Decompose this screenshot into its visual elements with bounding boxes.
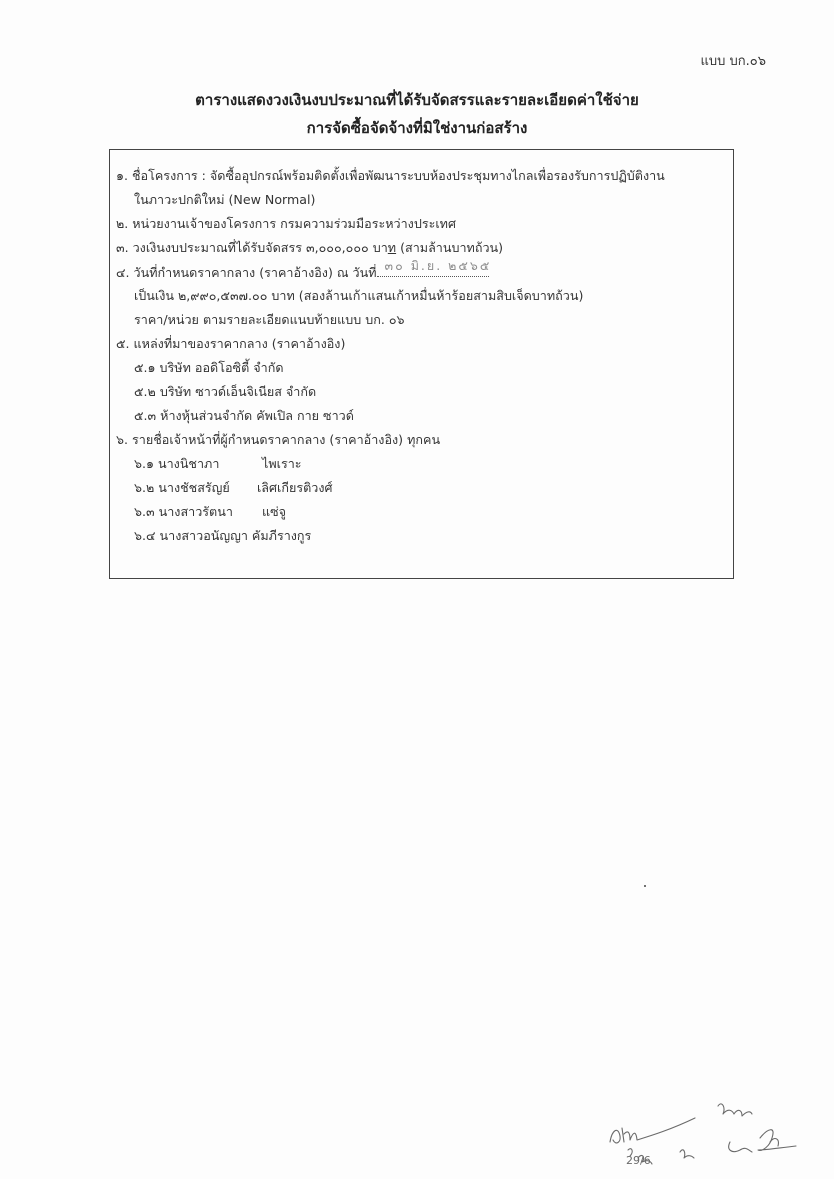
form-code: แบบ บก.๐๖ <box>700 54 766 69</box>
source-2: ๕.๒ บริษัท ซาวด์เอ็นจิเนียส จำกัด <box>134 384 317 399</box>
title-line-1: ตารางแสดงวงเงินงบประมาณที่ได้รับจัดสรรและรายละเอียดค่าใช้จ่าย <box>195 91 639 109</box>
staff-4 <box>134 526 311 546</box>
document-title <box>0 86 834 142</box>
stamped-date: ๓๐ มิ.ย. ๒๕๖๕ <box>384 258 492 273</box>
item-3-text: ๓. วงเงินงบประมาณที่ได้รับจัดสรร ๓,๐๐๐,๐๐๐ บา <box>116 240 388 255</box>
item-5-sources: ๕. แหล่งที่มาของราคากลาง (ราคาอ้างอิง) <box>116 336 346 351</box>
staff-4-name: ๖.๔ นางสาวอนัญญา <box>134 528 248 543</box>
staff-4-surname: คัมภีรางกูร <box>251 528 312 543</box>
item-4-amount: เป็นเงิน ๒,๙๙๐,๕๓๗.๐๐ บาท (สองล้านเก้าแสนเก้าหมื่นห้าร้อยสามสิบเจ็ดบาทถ้วน) <box>134 288 584 303</box>
item-2-owner: ๒. หน่วยงานเจ้าของโครงการ กรมความร่วมมือระหว่างประเทศ <box>116 216 456 231</box>
staff-1-name: ๖.๑ นางนิชาภา <box>134 456 220 471</box>
staff-3-surname: แซ่จู <box>262 504 287 519</box>
item-3-budget <box>116 238 503 258</box>
item-4-unit-price: ราคา/หน่วย ตามรายละเอียดแนบท้ายแบบ บก. ๐๖ <box>134 312 405 327</box>
item-3-underline: ท <box>387 240 397 255</box>
item-1-project-name: ๑. ชื่อโครงการ : จัดซื้ออุปกรณ์พร้อมติดตั้งเพื่อพัฒนาระบบห้องประชุมทางไกลเพื่อรองรับการปฏิบัติงาน <box>116 168 665 183</box>
staff-2 <box>134 478 332 498</box>
signature-date: 29/6 <box>626 1154 651 1167</box>
staff-2-surname: เลิศเกียรติวงศ์ <box>257 480 333 495</box>
staff-2-name: ๖.๒ นางชัชสรัญย์ <box>134 480 230 495</box>
handwritten-signatures <box>600 1080 810 1170</box>
date-fill-line <box>377 258 492 277</box>
item-1-project-name-cont: ในภาวะปกติใหม่ (New Normal) <box>134 192 316 207</box>
item-4-text: ๔. วันที่กำหนดราคากลาง (ราคาอ้างอิง) ณ วันที่ <box>116 265 377 280</box>
item-3-words: (สามล้านบาทถ้วน) <box>396 240 504 255</box>
signatures-area <box>600 1080 810 1170</box>
staff-3-name: ๖.๓ นางสาวรัตนา <box>134 504 233 519</box>
staff-1 <box>134 454 302 474</box>
item-6-staff: ๖. รายชื่อเจ้าหน้าที่ผู้กำหนดราคากลาง (ราคาอ้างอิง) ทุกคน <box>116 432 441 447</box>
staff-3 <box>134 502 286 522</box>
source-3: ๕.๓ ห้างหุ้นส่วนจำกัด คัพเปิล กาย ซาวด์ <box>134 408 354 423</box>
title-line-2: การจัดซื้อจัดจ้างที่มิใช่งานก่อสร้าง <box>306 119 528 137</box>
item-4-date <box>116 258 492 283</box>
source-1: ๕.๑ บริษัท ออดิโอซิตี้ จำกัด <box>134 360 284 375</box>
stray-dot <box>644 885 646 887</box>
staff-1-surname: ไพเราะ <box>262 456 302 471</box>
